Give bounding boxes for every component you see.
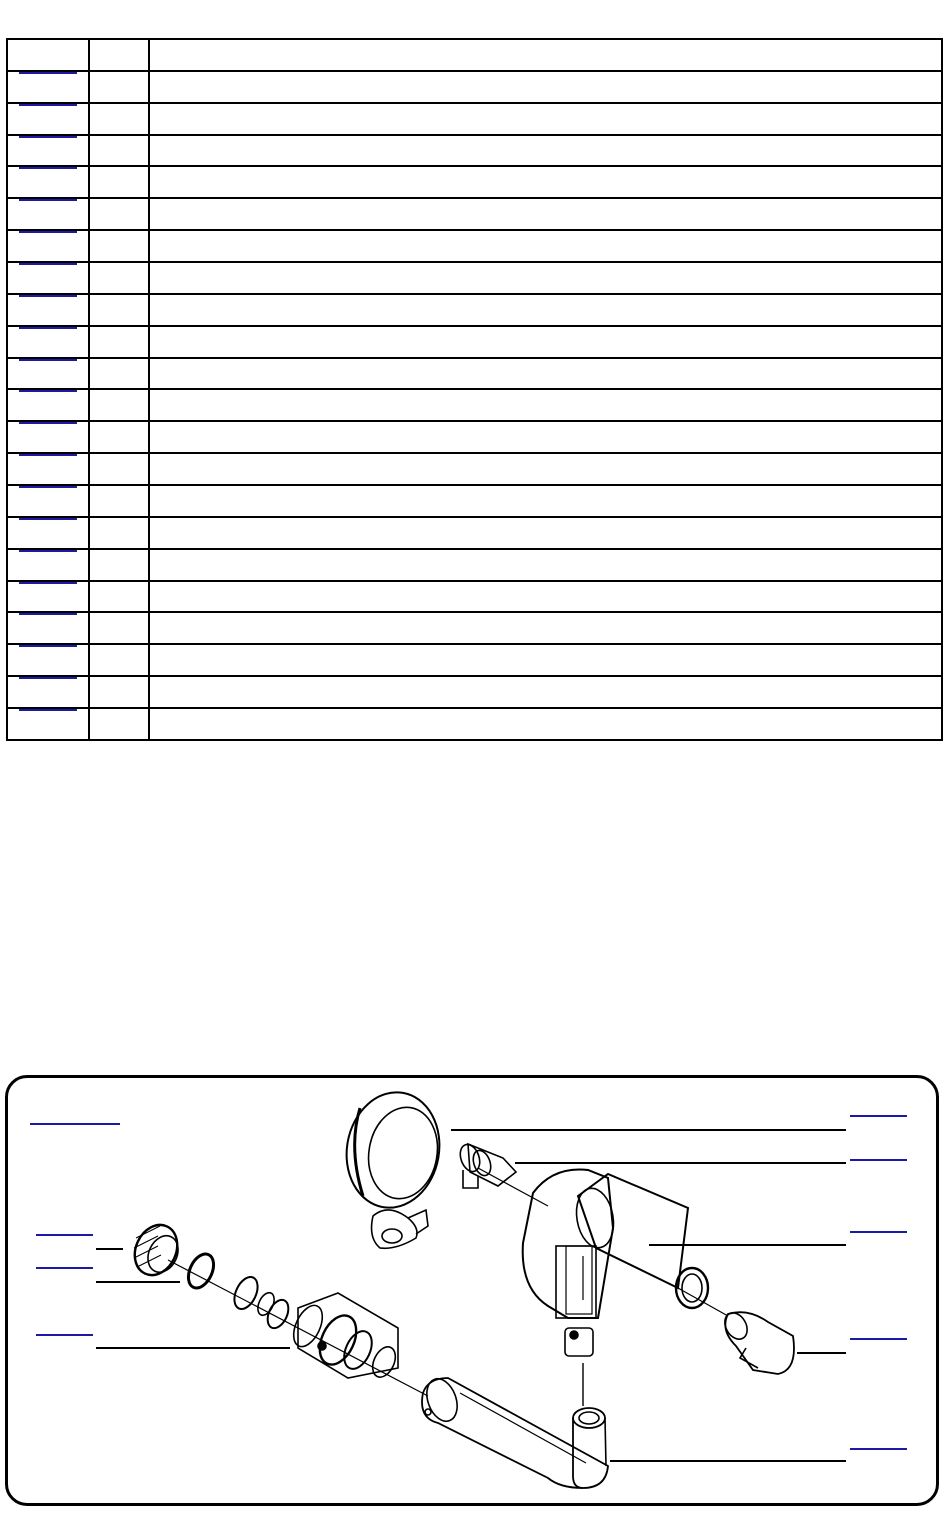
part-number-link[interactable] <box>19 645 77 650</box>
callout-elbow[interactable] <box>850 1338 907 1340</box>
callout-title-link[interactable] <box>30 1123 120 1125</box>
cartridge-part <box>288 1293 400 1381</box>
description-cell <box>149 517 942 549</box>
table-row <box>7 708 942 740</box>
callout-cartridge[interactable] <box>36 1334 93 1336</box>
quantity-cell <box>89 198 149 230</box>
quantity-cell <box>89 581 149 613</box>
part-number-link[interactable] <box>19 422 77 427</box>
quantity-cell <box>89 326 149 358</box>
elbow-part <box>720 1309 794 1374</box>
leader-lines <box>96 1130 846 1461</box>
item-number-cell <box>7 71 89 103</box>
table-row <box>7 294 942 326</box>
quantity-cell <box>89 103 149 135</box>
part-number-link[interactable] <box>19 231 77 236</box>
description-cell <box>149 103 942 135</box>
description-cell <box>149 166 942 198</box>
table-row <box>7 612 942 644</box>
description-cell <box>149 135 942 167</box>
quantity-cell <box>89 421 149 453</box>
stop-part <box>457 1142 516 1188</box>
description-cell <box>149 581 942 613</box>
diagram-illustration <box>8 1078 936 1503</box>
knob-part <box>127 1218 185 1282</box>
quantity-cell <box>89 294 149 326</box>
assembly-axis-lines <box>168 1168 728 1503</box>
table-row <box>7 581 942 613</box>
item-number-cell <box>7 612 89 644</box>
table-row <box>7 453 942 485</box>
table-row <box>7 485 942 517</box>
quantity-cell <box>89 676 149 708</box>
quantity-cell <box>89 549 149 581</box>
table-row <box>7 549 942 581</box>
quantity-cell <box>89 708 149 740</box>
parts-table-body <box>7 39 942 740</box>
quantity-cell <box>89 135 149 167</box>
quantity-cell <box>89 358 149 390</box>
header-description <box>149 39 942 71</box>
description-cell <box>149 198 942 230</box>
callout-valve-body[interactable] <box>850 1231 907 1233</box>
part-number-link[interactable] <box>19 167 77 172</box>
callout-oring[interactable] <box>36 1267 93 1269</box>
part-number-link[interactable] <box>19 136 77 141</box>
item-number-cell <box>7 103 89 135</box>
quantity-cell <box>89 262 149 294</box>
escutcheon-part <box>338 1085 449 1248</box>
table-row <box>7 166 942 198</box>
quantity-cell <box>89 71 149 103</box>
part-number-link[interactable] <box>19 550 77 555</box>
item-number-cell <box>7 326 89 358</box>
item-number-cell <box>7 230 89 262</box>
description-cell <box>149 485 942 517</box>
callout-escutcheon[interactable] <box>850 1115 907 1117</box>
quantity-cell <box>89 230 149 262</box>
table-row <box>7 135 942 167</box>
part-number-link[interactable] <box>19 104 77 109</box>
quantity-cell <box>89 166 149 198</box>
description-cell <box>149 549 942 581</box>
part-number-link[interactable] <box>19 454 77 459</box>
item-number-cell <box>7 198 89 230</box>
quantity-cell <box>89 517 149 549</box>
description-cell <box>149 358 942 390</box>
description-cell <box>149 676 942 708</box>
item-number-cell <box>7 389 89 421</box>
quantity-cell <box>89 389 149 421</box>
item-number-cell <box>7 485 89 517</box>
item-number-cell <box>7 262 89 294</box>
part-number-link[interactable] <box>19 263 77 268</box>
part-number-link[interactable] <box>19 709 77 714</box>
item-number-cell <box>7 421 89 453</box>
part-number-link[interactable] <box>19 327 77 332</box>
quantity-cell <box>89 644 149 676</box>
description-cell <box>149 644 942 676</box>
description-cell <box>149 262 942 294</box>
item-number-cell <box>7 358 89 390</box>
description-cell <box>149 421 942 453</box>
table-row <box>7 517 942 549</box>
parts-table <box>6 38 943 741</box>
part-number-link[interactable] <box>19 390 77 395</box>
item-number-cell <box>7 453 89 485</box>
table-row <box>7 71 942 103</box>
table-row <box>7 230 942 262</box>
part-number-link[interactable] <box>19 486 77 491</box>
description-cell <box>149 612 942 644</box>
description-cell <box>149 453 942 485</box>
description-cell <box>149 326 942 358</box>
table-row <box>7 676 942 708</box>
description-cell <box>149 708 942 740</box>
callout-stop[interactable] <box>850 1159 907 1161</box>
part-number-link[interactable] <box>19 199 77 204</box>
exploded-parts-diagram <box>5 1075 939 1506</box>
part-number-link[interactable] <box>19 359 77 364</box>
table-row <box>7 262 942 294</box>
spout-tube-part <box>421 1375 608 1488</box>
quantity-cell <box>89 612 149 644</box>
valve-body-part <box>523 1169 708 1356</box>
item-number-cell <box>7 135 89 167</box>
table-header-row <box>7 39 942 71</box>
description-cell <box>149 389 942 421</box>
table-row <box>7 644 942 676</box>
callout-spout-tube[interactable] <box>850 1448 907 1450</box>
item-number-cell <box>7 676 89 708</box>
table-row <box>7 358 942 390</box>
oring-part <box>183 1250 218 1292</box>
part-number-link[interactable] <box>19 582 77 587</box>
table-row <box>7 103 942 135</box>
item-number-cell <box>7 708 89 740</box>
part-number-link[interactable] <box>19 613 77 618</box>
table-row <box>7 198 942 230</box>
part-number-link[interactable] <box>19 295 77 300</box>
item-number-cell <box>7 549 89 581</box>
item-number-cell <box>7 517 89 549</box>
header-qty <box>89 39 149 71</box>
item-number-cell <box>7 644 89 676</box>
description-cell <box>149 294 942 326</box>
table-row <box>7 326 942 358</box>
item-number-cell <box>7 294 89 326</box>
part-number-link[interactable] <box>19 518 77 523</box>
header-item <box>7 39 89 71</box>
item-number-cell <box>7 581 89 613</box>
item-number-cell <box>7 166 89 198</box>
callout-knob[interactable] <box>36 1234 93 1236</box>
part-number-link[interactable] <box>19 677 77 682</box>
quantity-cell <box>89 485 149 517</box>
seal-rings <box>230 1273 293 1331</box>
description-cell <box>149 71 942 103</box>
quantity-cell <box>89 453 149 485</box>
description-cell <box>149 230 942 262</box>
table-row <box>7 389 942 421</box>
part-number-link[interactable] <box>19 72 77 77</box>
table-row <box>7 421 942 453</box>
